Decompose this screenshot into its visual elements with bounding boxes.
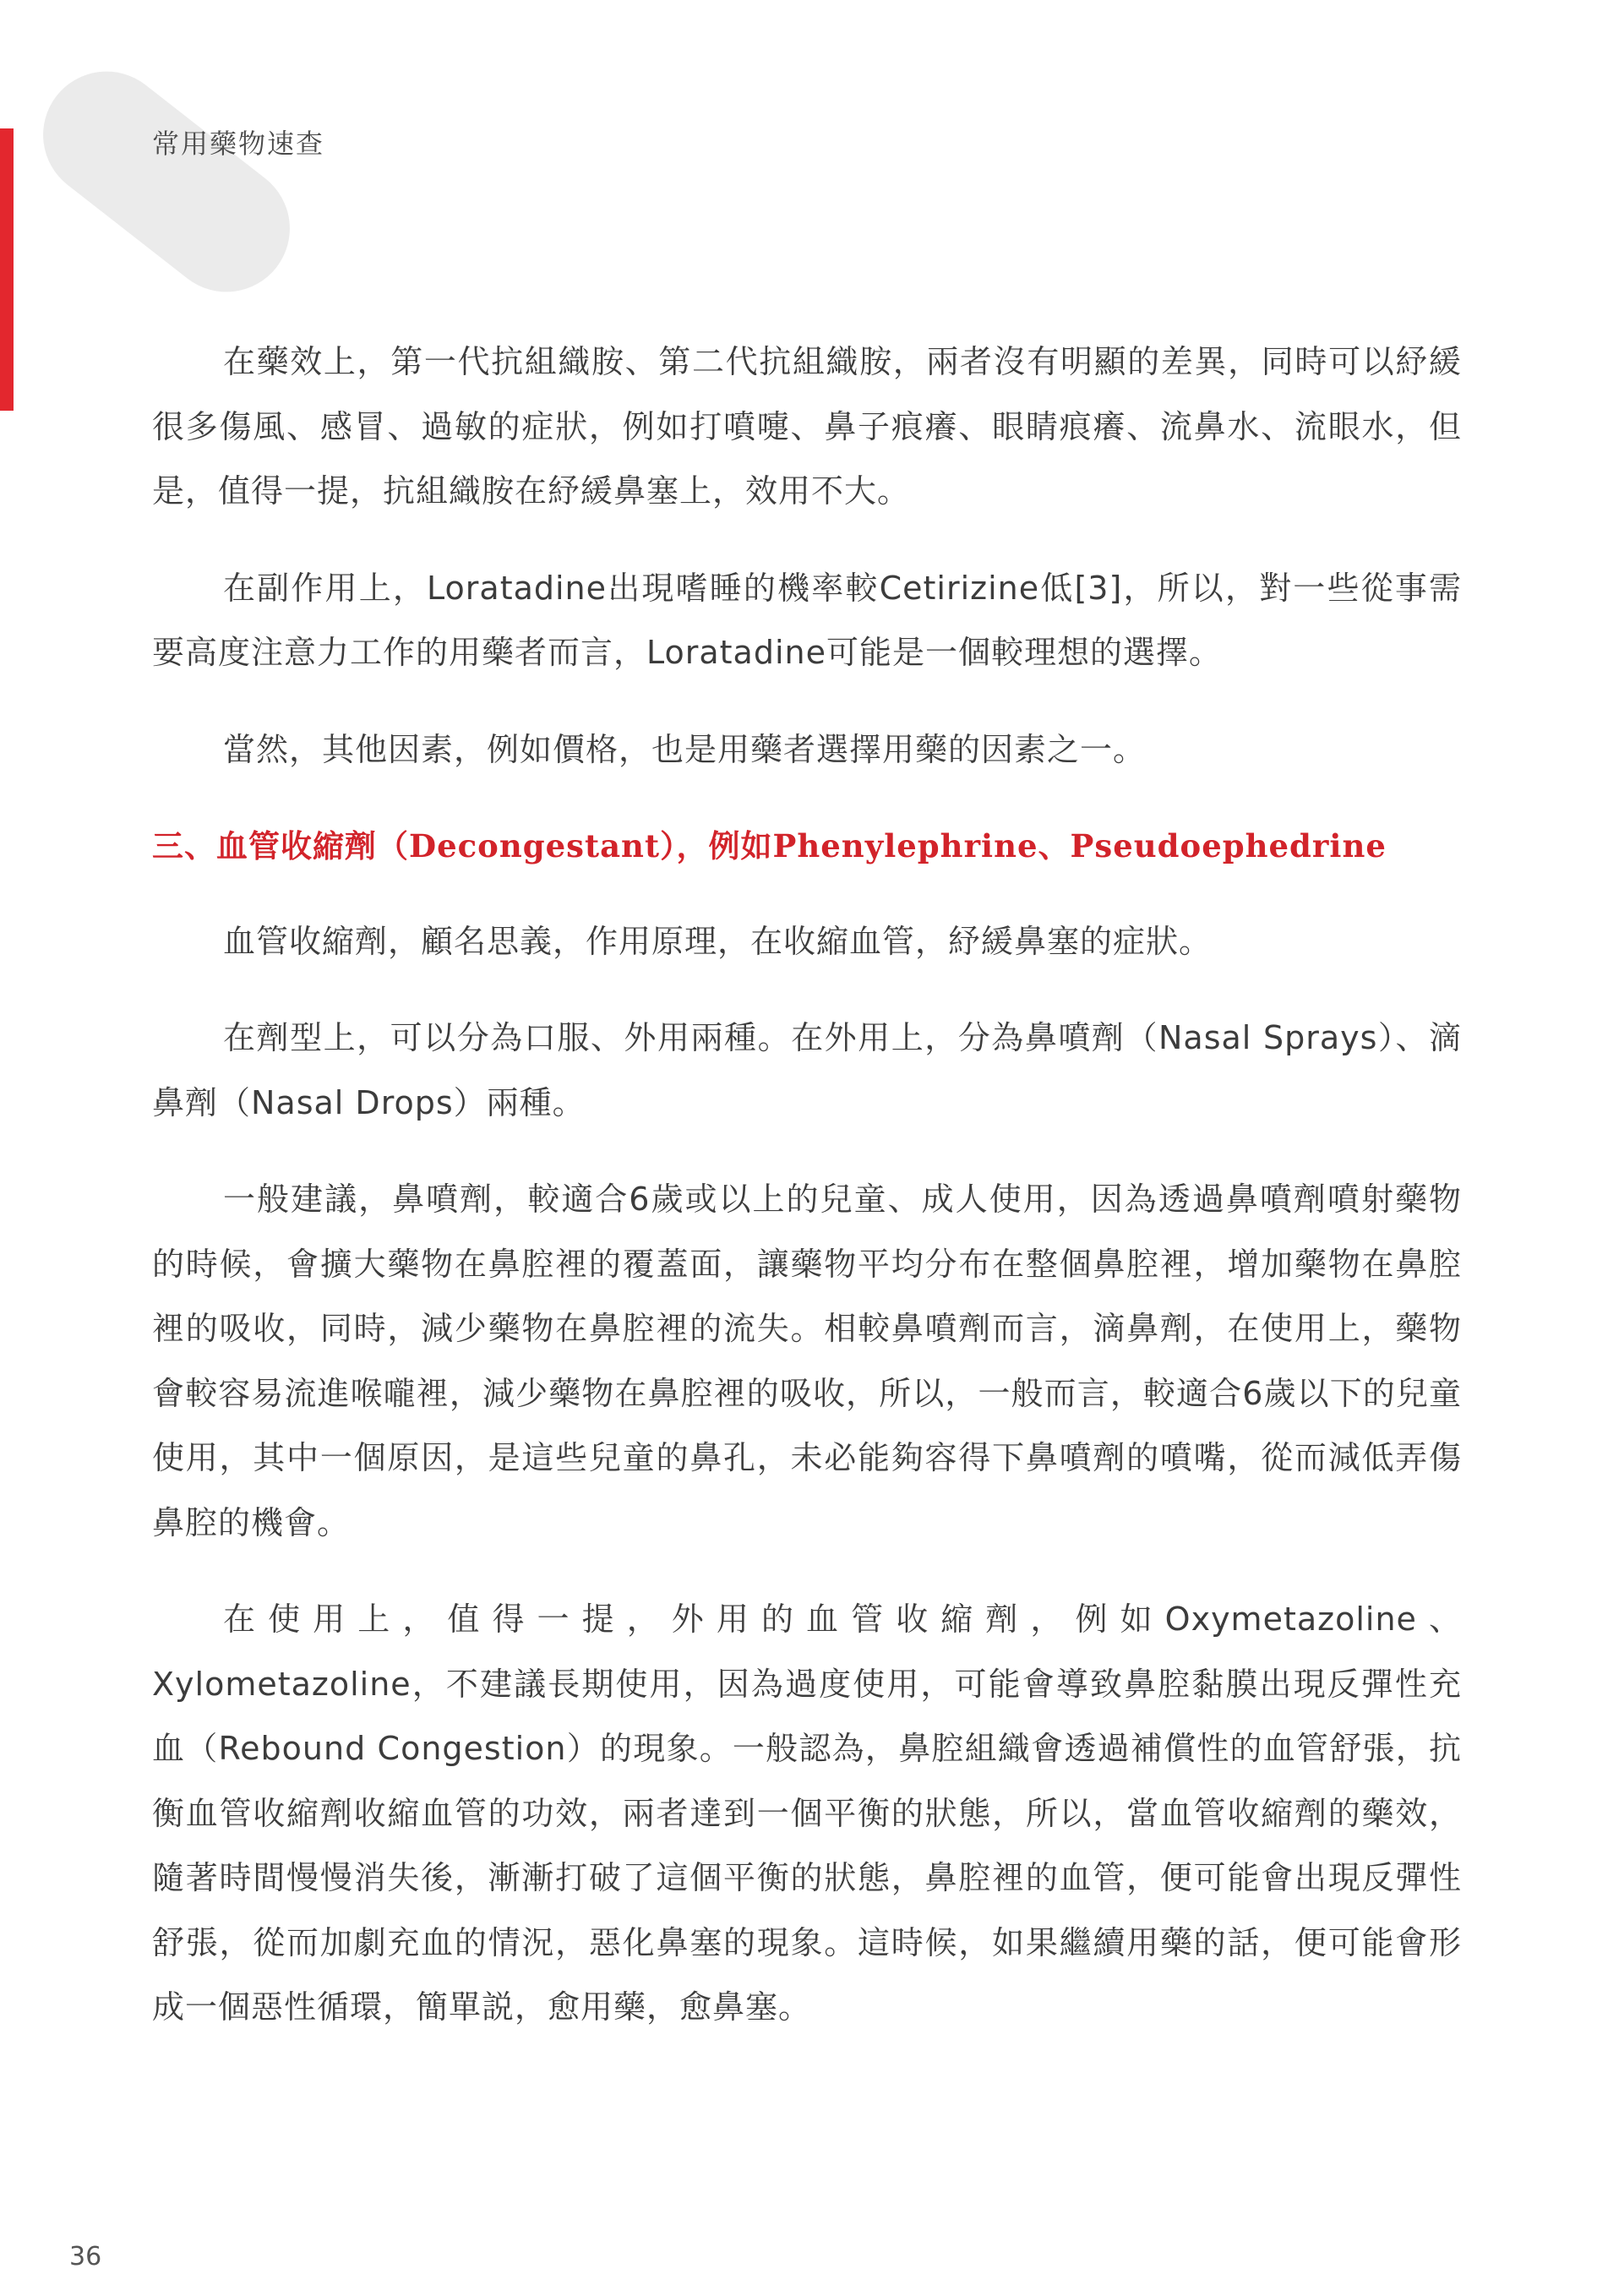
paragraph-mechanism: 血管收縮劑，顧名思義，作用原理，在收縮血管，紓緩鼻塞的症狀。 (223, 922, 1213, 960)
paragraph-dosage-forms: 在劑型上，可以分為口服、外用兩種。在外用上，分為鼻噴劑（Nasal Sprays）、滴鼻劑（Nasal Drops）兩種。 (152, 1019, 1462, 1121)
running-head: 常用藥物速查 (152, 128, 325, 160)
paragraph-other-factors: 當然，其他因素，例如價格，也是用藥者選擇用藥的因素之一。 (223, 730, 1147, 768)
paragraph-spray-vs-drops: 一般建議，鼻噴劑，較適合6歲或以上的兒童、成人使用，因為透過鼻噴劑噴射藥物的時候，會擴大藥物在鼻腔裡的覆蓋面，讓藥物平均分布在整個鼻腔裡，增加藥物在鼻腔裡的吸收，同時，減少藥物在鼻腔裡的流失。相較鼻噴劑而言，滴鼻劑，在使用上，藥物會較容易流進喉嚨裡，減少藥物在鼻腔裡的吸收，所以，一般而言，較適合6歲以下的兒童使用，其中一個原因，是這些兒童的鼻孔，未必能夠容得下鼻噴劑的噴嘴，從而減低弄傷鼻腔的機會。 (152, 1181, 1462, 1541)
paragraph-efficacy: 在藥效上，第一代抗組織胺、第二代抗組織胺，兩者沒有明顯的差異，同時可以紓緩很多傷風、感冒、過敏的症狀，例如打噴嚏、鼻子痕癢、眼睛痕癢、流鼻水、流眼水，但是，值得一提，抗組織胺在紓緩鼻塞上，效用不大。 (152, 343, 1462, 510)
paragraph-side-effects: 在副作用上，Loratadine出現嗜睡的機率較Cetirizine低[3]，所以，對一些從事需要高度注意力工作的用藥者而言，Loratadine可能是一個較理想的選擇。 (152, 569, 1462, 671)
capsule-pill-icon (18, 46, 315, 317)
paragraph-rebound-congestion: 在使用上，值得一提，外用的血管收縮劑，例如Oxymetazoline、Xylometazoline，不建議長期使用，因為過度使用，可能會導致鼻腔黏膜出現反彈性充血（Rebound Congestion）的現象。一般認為，鼻腔組織會透過補償性的血管舒張，抗衡血管收縮劑收縮血管的功效，兩者達到一個平衡的狀態，所以，當血管收縮劑的藥效，隨著時間慢慢消失後，漸漸打破了這個平衡的狀態，鼻腔裡的血管，便可能會出現反彈性舒張，從而加劇充血的情況，惡化鼻塞的現象。這時候，如果繼續用藥的話，便可能會形成一個惡性循環，簡單説，愈用藥，愈鼻塞。 (152, 1601, 1462, 2026)
section-heading-decongestant: 三、血管收縮劑（Decongestant），例如Phenylephrine、Pseudoephedrine (152, 827, 1387, 864)
page-content (152, 330, 1462, 2072)
page-number: 36 (69, 2242, 102, 2271)
side-accent-bar (0, 128, 14, 411)
